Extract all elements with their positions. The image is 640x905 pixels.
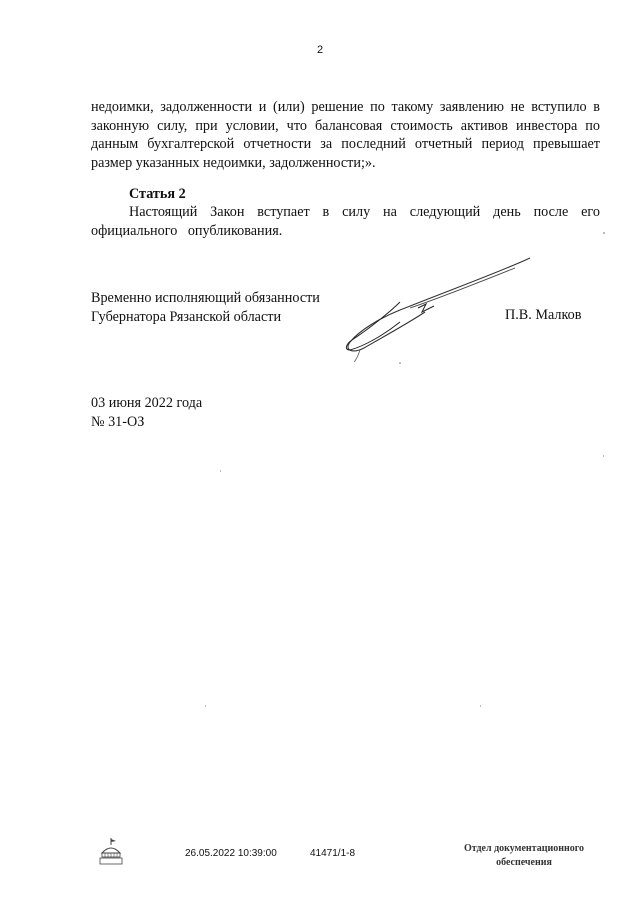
document-number: № 31-ОЗ [91,413,145,430]
article-title: Статья 2 [129,186,186,202]
scan-speck [480,705,481,707]
scan-speck [603,455,604,457]
signatory-position [91,289,320,326]
scan-speck [399,362,401,364]
footer-reg-number: 41471/1-8 [310,848,356,859]
scan-speck [603,232,605,234]
department-line-1: Отдел документационного [463,843,585,854]
article-body: Настоящий Закон вступает в силу на следующий день после его официального опубликования. [91,204,600,239]
body-paragraph-continuation: недоимки, задолженности и (или) решение по такому заявлению не вступило в законную силу, при условии, что балансовая стоимость активов инвестора по данным бухгалтерской отчетности за последний отчетный период превышает размер указанных недоимки, задолженности;». [91,99,600,171]
page-number: 2 [316,44,324,56]
duma-emblem-icon [98,837,124,865]
document-date: 03 июня 2022 года [91,395,203,411]
department-line-2: обеспечения [496,857,552,868]
scan-speck [220,470,221,472]
position-line-2: Губернатора Рязанской области [91,308,282,325]
signer-name: П.В. Малков [505,307,582,323]
scan-speck [205,705,206,707]
department-stamp [449,842,599,870]
document-date-block [91,394,202,431]
position-line-1: Временно исполняющий обязанности [91,290,320,306]
footer-timestamp: 26.05.2022 10:39:00 [185,848,277,859]
